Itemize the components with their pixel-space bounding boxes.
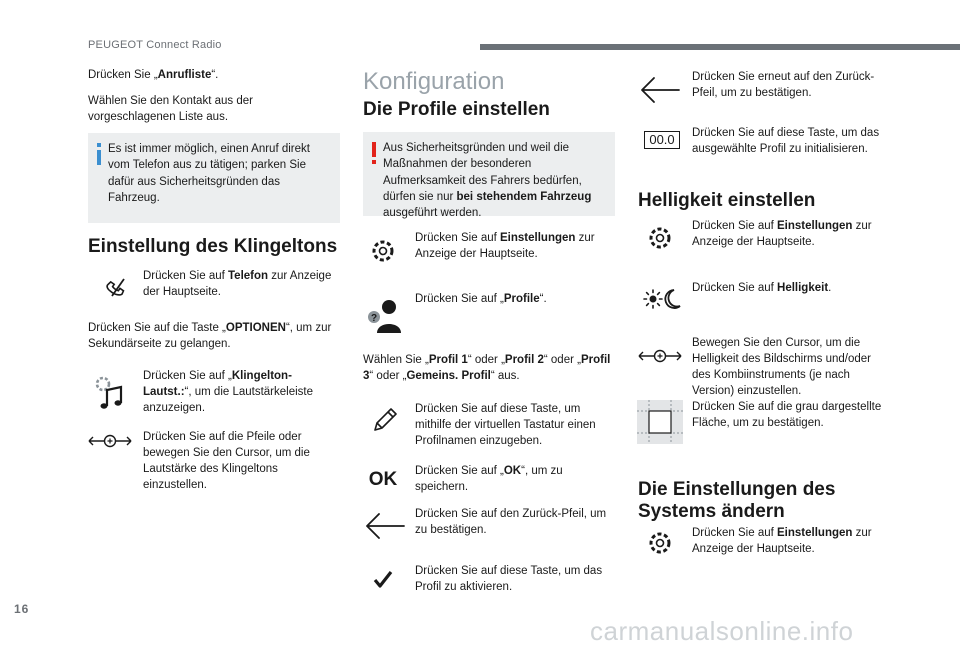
step-profile: Drücken Sie auf „Profile“. — [415, 293, 547, 305]
step-helligkeit: Drücken Sie auf Helligkeit. — [692, 282, 832, 294]
info-icon — [97, 143, 100, 161]
slider-cursor-icon — [88, 421, 132, 461]
step-profil-aktivieren: Drücken Sie auf diese Taste, um das Profil zu aktivieren. — [415, 565, 603, 593]
ringtone-settings-icon — [90, 372, 130, 412]
warning-text: Aus Sicherheitsgründen und weil die Maßnahmen der besonderen Aufmerksamkeit des Fahrers bedürfen, dürfen sie nur bei stehendem Fahrzeug ausgeführt werden. — [383, 142, 592, 220]
section-konfiguration: Konfiguration — [363, 68, 505, 95]
back-arrow-icon — [363, 506, 407, 546]
settings-gear-icon-2 — [640, 218, 680, 258]
step-klingelton-lautst: Drücken Sie auf „Klingelton-Lautst.:“, um die Lautstärkeleiste anzuzeigen. — [143, 370, 314, 414]
checkmark-icon — [363, 559, 403, 599]
info-box — [88, 133, 340, 223]
svg-text:?: ? — [371, 313, 378, 324]
col1-para-optionen: Drücken Sie auf die Taste „OPTIONEN“, um zur Sekundärseite zu gelangen. — [88, 322, 332, 350]
step-einstellungen-3: Drücken Sie auf Einstellungen zur Anzeige der Hauptseite. — [692, 527, 872, 555]
header-title: PEUGEOT Connect Radio — [88, 39, 222, 51]
step-pfeile-cursor: Drücken Sie auf die Pfeile oder bewegen Sie den Cursor, um die Lautstärke des Klingeltons einzustellen. — [143, 431, 310, 491]
step-zurueck-pfeil: Drücken Sie auf den Zurück-Pfeil, um zu bestätigen. — [415, 508, 607, 536]
settings-gear-icon-3 — [640, 523, 680, 563]
step-ok-speichern: Drücken Sie auf „OK“, um zu speichern. — [415, 465, 563, 493]
slider-cursor-icon-2 — [638, 336, 682, 376]
step-erneut-zurueck: Drücken Sie erneut auf den Zurück-Pfeil, um zu bestätigen. — [692, 71, 875, 99]
step-profil-initialisieren: Drücken Sie auf diese Taste, um das ausgewählte Profil zu initialisieren. — [692, 127, 880, 155]
profile-icon — [363, 295, 403, 335]
warning-box — [363, 132, 615, 220]
reset-button-icon: 00.0 — [640, 123, 684, 157]
step-cursor-helligkeit: Bewegen Sie den Cursor, um die Helligkeit des Bildschirms und/oder des Kombiinstruments (je nach Version) einzustellen. — [692, 337, 871, 397]
heading-helligkeit: Helligkeit einstellen — [638, 190, 816, 211]
brightness-icon — [640, 279, 684, 319]
col2-para-profilwahl: Wählen Sie „Profil 1“ oder „Profil 2“ oder „Profil 3“ oder „Gemeins. Profil“ aus. — [363, 354, 611, 382]
phone-icon — [96, 267, 136, 307]
col1-para-kontakt: Wählen Sie den Kontakt aus der vorgeschlagenen Liste aus. — [88, 95, 253, 123]
col1-para-anrufliste: Drücken Sie „Anrufliste“. — [88, 69, 219, 81]
warning-icon — [372, 142, 375, 160]
heading-profile: Die Profile einstellen — [363, 99, 550, 120]
page-number: 16 — [14, 602, 30, 616]
heading-klingelton: Einstellung des Klingeltons — [88, 236, 338, 257]
step-telefon: Drücken Sie auf Telefon zur Anzeige der Hauptseite. — [143, 270, 332, 298]
edit-pencil-icon — [365, 400, 405, 440]
step-einstellungen: Drücken Sie auf Einstellungen zur Anzeige der Hauptseite. — [415, 232, 595, 260]
grey-area-icon — [636, 399, 684, 445]
info-text: Es ist immer möglich, einen Anruf direkt vom Telefon aus zu tätigen; parken Sie dafür aus Sicherheitsgründen das Fahrzeug. — [108, 143, 310, 204]
heading-system: Die Einstellungen des Systems ändern — [638, 479, 836, 522]
watermark: carmanualsonline.info — [590, 616, 854, 646]
header-bar — [480, 44, 960, 50]
ok-button-icon: OK — [368, 468, 398, 490]
back-arrow-icon-2 — [638, 70, 682, 110]
settings-gear-icon — [363, 231, 403, 271]
step-graue-flaeche: Drücken Sie auf die grau dargestellte Fläche, um zu bestätigen. — [692, 401, 882, 429]
step-einstellungen-2: Drücken Sie auf Einstellungen zur Anzeige der Hauptseite. — [692, 220, 872, 248]
step-profilname: Drücken Sie auf diese Taste, um mithilfe der virtuellen Tastatur einen Profilnamen einzugeben. — [415, 403, 596, 447]
